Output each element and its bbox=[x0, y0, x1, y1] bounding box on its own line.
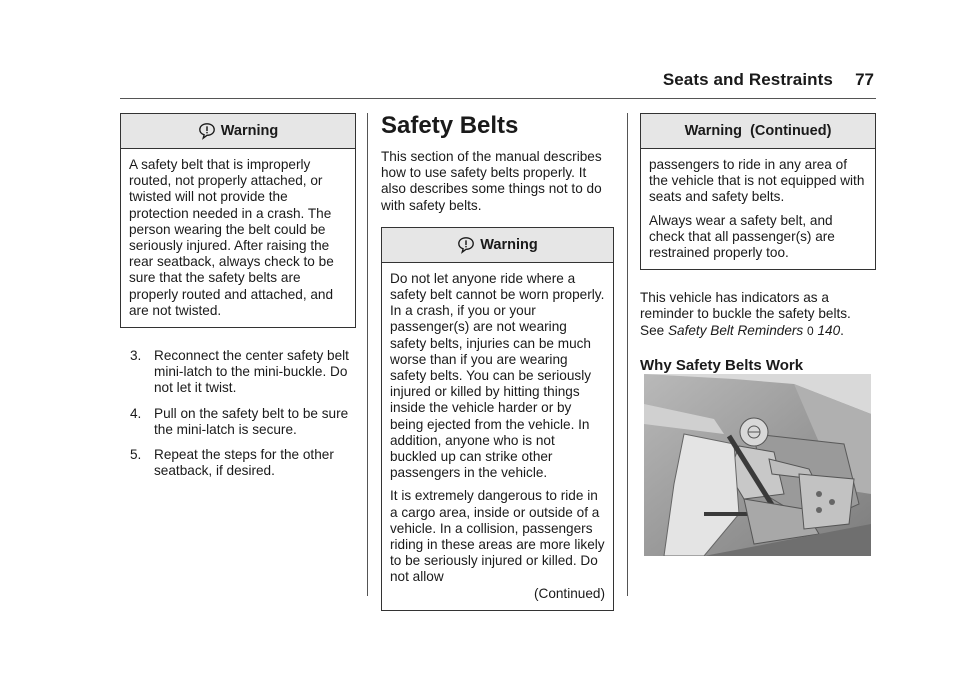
warning-speech-icon bbox=[457, 236, 475, 254]
page-ref-arrow-icon: 0 bbox=[807, 323, 814, 338]
column-1 bbox=[120, 113, 356, 488]
list-item bbox=[120, 406, 356, 438]
step-text: Pull on the safety belt to be sure the mini-latch is secure. bbox=[154, 405, 349, 437]
warning-paragraph-2: It is extremely dangerous to ride in a cargo area, inside or outside of a vehicle. In a collision, passengers riding in these areas are more likely to be seriously injured or killed. Do not allow bbox=[390, 488, 605, 585]
list-item bbox=[120, 447, 356, 479]
warning-heading: Warning bbox=[220, 123, 279, 139]
subheading: Why Safety Belts Work bbox=[640, 356, 804, 374]
column-divider-2 bbox=[627, 113, 628, 596]
page-header bbox=[0, 70, 960, 100]
warning-text: A safety belt that is improperly routed, not properly attached, or twisted will not provide the protection needed in a crash. The person wearing the belt could be seriously injured. After raising the rear seatback, always check to be sure that the safety belts are properly routed and attached, and are not twisted. bbox=[129, 157, 334, 318]
warning-box-continued bbox=[640, 113, 876, 270]
safety-belt-illustration bbox=[644, 374, 871, 556]
continued-label: (Continued) bbox=[533, 585, 605, 601]
warning-header bbox=[121, 114, 355, 149]
indicator-text: This vehicle has indicators as a reminder to buckle the safety belts. See bbox=[640, 290, 851, 338]
step-text: Reconnect the center safety belt mini-latch to the mini-buckle. Do not let it twist. bbox=[154, 348, 349, 396]
warning-paragraph-1: Do not let anyone ride where a safety belt cannot be worn properly. In a crash, if you or your passenger(s) are not wearing safety belts, injuries can be much worse than if you are wearing safety belts. You can be seriously injured or killed by hitting things inside the vehicle harder or by being ejected from the vehicle. In addition, anyone who is not buckled up can strike other passengers in the vehicle. bbox=[390, 270, 605, 481]
header-divider bbox=[120, 98, 876, 99]
section-title-header: Seats and Restraints bbox=[662, 70, 833, 89]
warning-box-1 bbox=[120, 113, 356, 328]
page-number: 77 bbox=[855, 70, 874, 89]
list-item bbox=[120, 348, 356, 397]
xref-page[interactable]: 140 bbox=[817, 322, 841, 338]
xref-end: . bbox=[840, 322, 844, 338]
warning-body bbox=[641, 149, 875, 269]
step-number: 4. bbox=[130, 405, 142, 421]
column-divider-1 bbox=[367, 113, 368, 596]
column-3 bbox=[640, 113, 876, 374]
warning-heading: Warning bbox=[480, 236, 538, 253]
steps-list bbox=[120, 348, 356, 479]
intro-paragraph: This section of the manual describes how to use safety belts properly. It also describes some things not to do with safety belts. bbox=[381, 149, 602, 213]
warning-body bbox=[382, 263, 613, 610]
warning-heading: Warning (Continued) bbox=[684, 123, 832, 139]
column-2 bbox=[381, 113, 614, 611]
warning-speech-icon bbox=[198, 122, 216, 140]
warning-header bbox=[641, 114, 875, 149]
section-heading: Safety Belts bbox=[381, 112, 519, 139]
warning-box-2 bbox=[381, 227, 614, 611]
step-number: 5. bbox=[130, 447, 142, 463]
warning-body bbox=[121, 149, 355, 327]
xref-link[interactable]: Safety Belt Reminders bbox=[667, 322, 804, 338]
step-text: Repeat the steps for the other seatback, if desired. bbox=[154, 447, 334, 479]
warning-paragraph-2: Always wear a safety belt, and check that all passenger(s) are restrained properly too. bbox=[649, 212, 835, 261]
indicator-paragraph bbox=[640, 290, 876, 339]
warning-paragraph-1: passengers to ride in any area of the vehicle that is not equipped with seats and safety belts. bbox=[649, 157, 865, 205]
step-number: 3. bbox=[130, 348, 142, 364]
warning-header bbox=[382, 228, 613, 263]
